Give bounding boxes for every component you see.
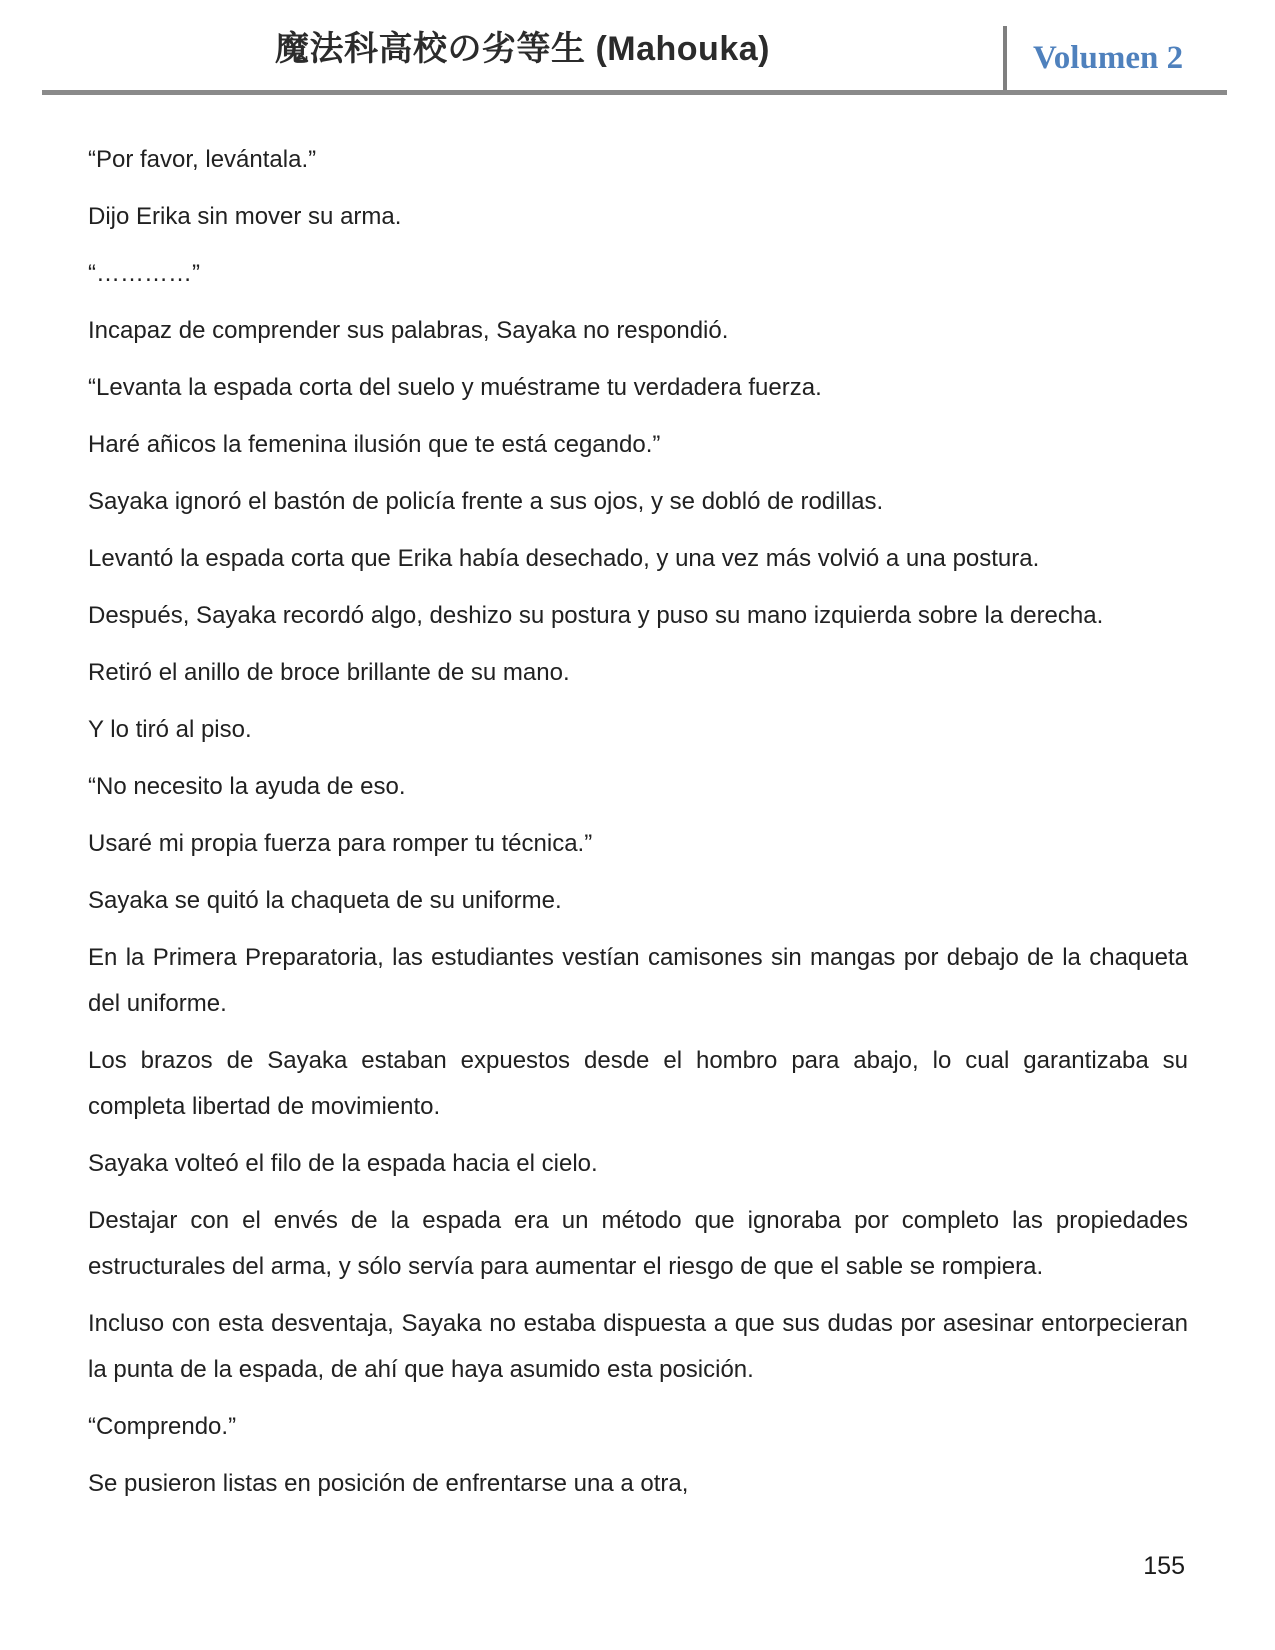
- paragraph: “Levanta la espada corta del suelo y muéstrame tu verdadera fuerza.: [88, 374, 822, 401]
- volume-cell: [1003, 26, 1227, 90]
- paragraph: Levantó la espada corta que Erika había desechado, y una vez más volvió a una postura.: [88, 545, 1040, 572]
- paragraph: Dijo Erika sin mover su arma.: [88, 203, 402, 230]
- paragraph: “Comprendo.”: [88, 1413, 237, 1440]
- paragraph: Después, Sayaka recordó algo, deshizo su postura y puso su mano izquierda sobre la derecha.: [88, 602, 1104, 629]
- volume-label: Volumen 2: [1033, 39, 1184, 76]
- paragraph: Haré añicos la femenina ilusión que te está cegando.”: [88, 431, 661, 458]
- document-title: 魔法科高校の劣等生 (Mahouka): [275, 29, 770, 68]
- paragraph: “No necesito la ayuda de eso.: [88, 773, 406, 800]
- body-text: [88, 137, 1188, 1507]
- page-number: 155: [1143, 1552, 1185, 1580]
- paragraph: Retiró el anillo de broce brillante de su mano.: [88, 659, 570, 686]
- paragraph: Usaré mi propia fuerza para romper tu técnica.”: [88, 830, 593, 857]
- page-header: [42, 0, 1227, 95]
- paragraph: Se pusieron listas en posición de enfrentarse una a otra,: [88, 1470, 689, 1497]
- paragraph: Y lo tiró al piso.: [88, 716, 252, 743]
- paragraph: Incluso con esta desventaja, Sayaka no estaba dispuesta a que sus dudas por asesinar entorpecieran la punta de la espada, de ahí que haya asumido esta posición.: [88, 1310, 1188, 1383]
- paragraph: “…………”: [88, 260, 200, 287]
- paragraph: Sayaka se quitó la chaqueta de su uniforme.: [88, 887, 562, 914]
- paragraph: Destajar con el envés de la espada era un método que ignoraba por completo las propiedades estructurales del arma, y sólo servía para aumentar el riesgo de que el sable se rompiera.: [88, 1207, 1188, 1280]
- paragraph: En la Primera Preparatoria, las estudiantes vestían camisones sin mangas por debajo de la chaqueta del uniforme.: [88, 944, 1188, 1017]
- paragraph: Los brazos de Sayaka estaban expuestos desde el hombro para abajo, lo cual garantizaba su completa libertad de movimiento.: [88, 1047, 1188, 1120]
- paragraph: Incapaz de comprender sus palabras, Sayaka no respondió.: [88, 317, 729, 344]
- paragraph: “Por favor, levántala.”: [88, 146, 317, 173]
- paragraph: Sayaka volteó el filo de la espada hacia el cielo.: [88, 1150, 598, 1177]
- paragraph: Sayaka ignoró el bastón de policía frente a sus ojos, y se dobló de rodillas.: [88, 488, 884, 515]
